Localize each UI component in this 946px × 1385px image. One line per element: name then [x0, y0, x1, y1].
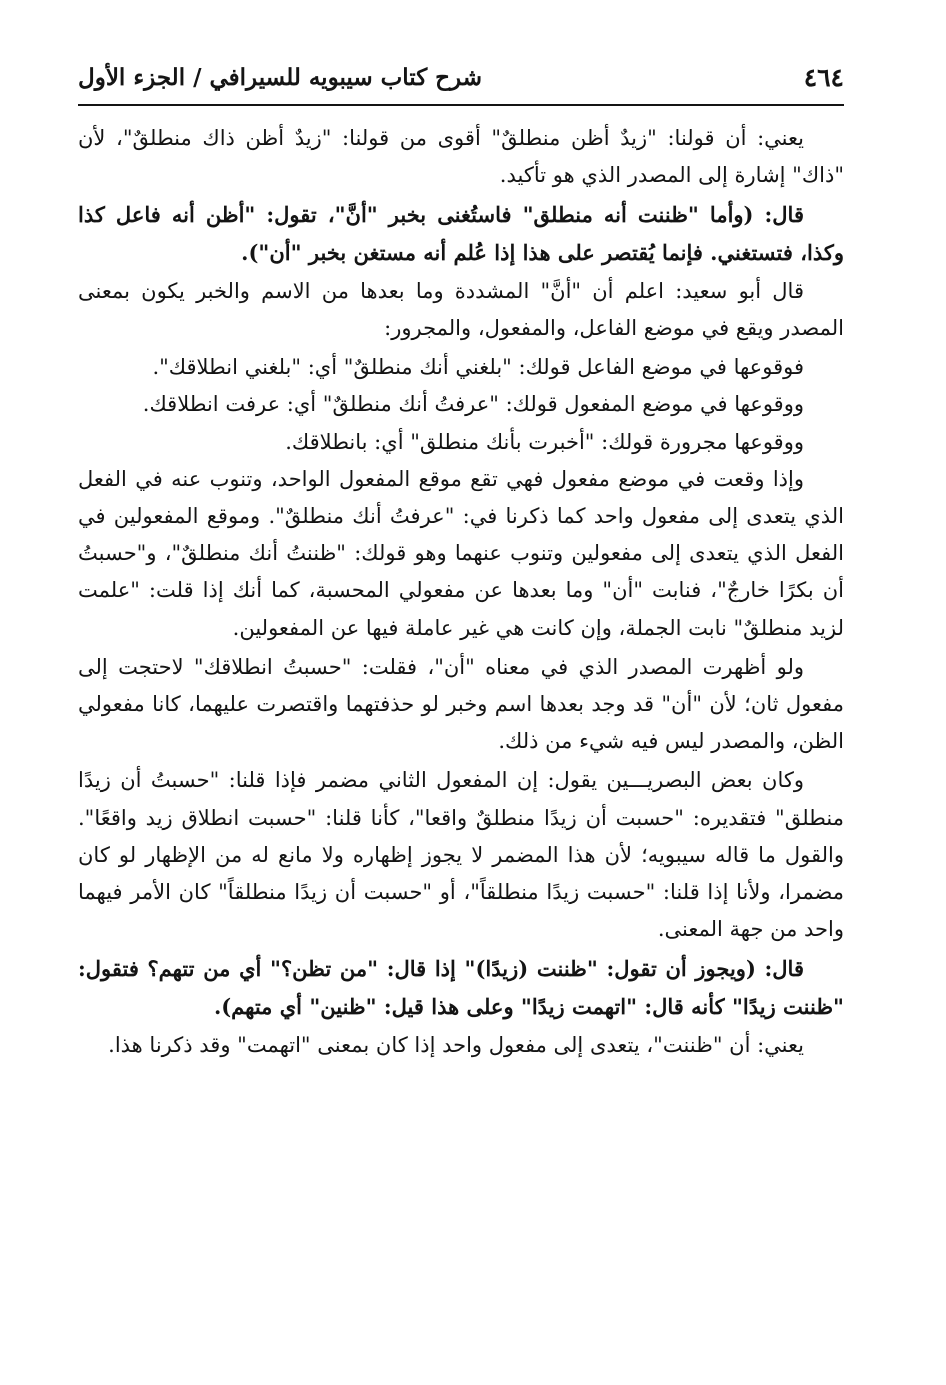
quoted-paragraph: قال: (وأما "ظننت أنه منطلق" فاستُغنى بخبر "أنَّ"، تقول: "أظن أنه فاعل كذا وكذا، فتستغني. فإنما يُقتصر على هذا إذا عُلم أنه مستغن بخبر "أن"). — [78, 202, 844, 265]
paragraph: يعني: أن "ظننت"، يتعدى إلى مفعول واحد إذا كان بمعنى "اتهمت" وقد ذكرنا هذا. — [108, 1032, 804, 1057]
paragraph: وإذا وقعت في موضع مفعول فهي تقع موقع المفعول الواحد، وتنوب عنه في الفعل الذي يتعدى إلى مفعول واحد كما ذكرنا في: "عرفتُ أنك منطلقٌ". وموقع المفعولين في الفعل الذي يتعدى إلى مفعولين وتنوب عنهما وهو قولك: "ظننتُ أنك منطلقٌ"، و"حسبتُ أن بكرًا خارجٌ"، فنابت "أن" وما بعدها عن مفعولي المحسبة، كما أنك إذا قلت: "علمت لزيد منطلقٌ" نابت الجملة، وإن كانت هي غير عاملة فيها عن المفعولين. — [78, 466, 844, 640]
quoted-paragraph: قال: (ويجوز أن تقول: "ظننت (زيدًا)" إذا قال: "من تظن؟" أي من تتهم؟ فتقول: "ظننت زيدًا" كأنه قال: "اتهمت زيدًا" وعلى هذا قيل: "ظنين" أي متهم). — [78, 956, 844, 1019]
page-header — [78, 58, 844, 98]
paragraph: ولو أظهرت المصدر الذي في معناه "أن"، فقلت: "حسبتُ انطلاقك" لاحتجت إلى مفعول ثان؛ لأن "أن" قد وجد بعدها اسم وخبر لو حذفتهما واقتصرت عليهما، كانا مفعولي الظن، والمصدر ليس فيه شيء من ذلك. — [78, 654, 844, 754]
paragraph: قال أبو سعيد: اعلم أن "أنَّ" المشددة وما بعدها من الاسم والخبر يكون بمعنى المصدر ويقع في موضع الفاعل، والمفعول، والمجرور: — [78, 278, 844, 341]
paragraph: يعني: أن قولنا: "زيدٌ أظن منطلقٌ" أقوى من قولنا: "زيدٌ أظن ذاك منطلقٌ"، لأن "ذاك" إشارة إلى المصدر الذي هو تأكيد. — [78, 126, 844, 188]
running-title: شرح كتاب سيبويه للسيرافي / الجزء الأول — [78, 64, 482, 91]
example-line: ووقوعها مجرورة قولك: "أخبرت بأنك منطلق" أي: بانطلاقك. — [285, 429, 804, 454]
paragraph: وكان بعض البصريـــين يقول: إن المفعول الثاني مضمر فإذا قلنا: "حسبتُ أن زيدًا منطلق" فتقديره: "حسبت أن زيدًا منطلقٌ واقعا"، كأنا قلنا: "حسبت انطلاق زيد واقعًا". والقول ما قاله سيبويه؛ لأن هذا المضمر لا يجوز إظهاره ولا مانع له من الإظهار لو كان مضمرا، ولأنا إذا قلنا: "حسبت زيدًا منطلقاً"، أو "حسبت أن زيدًا منطلقاً" كان الأمر فيهما واحد من جهة المعنى. — [78, 768, 844, 942]
page-body — [78, 120, 844, 1066]
example-line: ووقوعها في موضع المفعول قولك: "عرفتُ أنك منطلقٌ" أي: عرفت انطلاقك. — [142, 392, 804, 417]
header-divider — [78, 104, 844, 106]
page-number: ٤٦٤ — [803, 63, 844, 92]
example-line: فوقوعها في موضع الفاعل قولك: "بلغني أنك منطلقٌ" أي: "بلغني انطلاقك". — [152, 355, 804, 380]
